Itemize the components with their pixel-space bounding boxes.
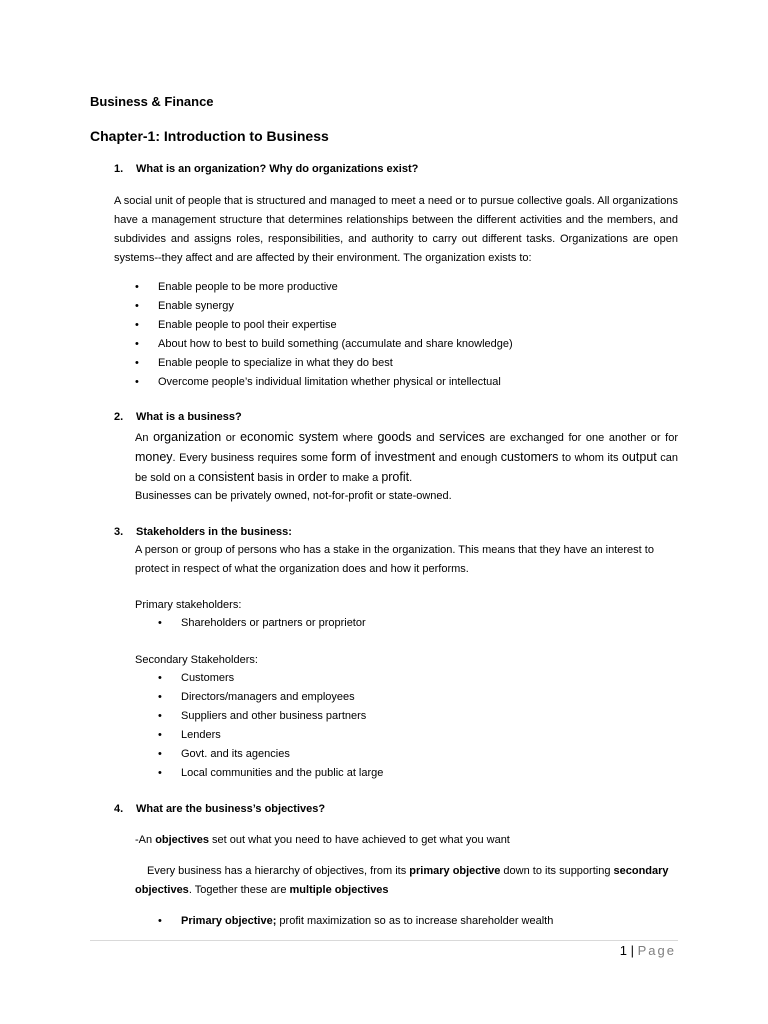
secondary-stakeholders-label: Secondary Stakeholders: [135,654,258,666]
business-definition-paragraph: An organization or economic system where goods and services are exchanged for one another or for money. Every business requires some form of investment and enough customers to whom its output can be sold on a consistent basis in order to make a profit. [135,430,679,484]
section-number: 3. [114,526,124,538]
list-item: • Directors/managers and employees [158,691,355,703]
list-item: • Shareholders or partners or proprietor [158,617,366,629]
page-footer [620,943,676,958]
objectives-definition: -An objectives set out what you need to have achieved to get what you want [135,834,510,846]
footer-divider [90,940,678,941]
list-item: • About how to best to build something (accumulate and share knowledge) [135,338,513,350]
section-2-heading [114,411,242,423]
section-1-paragraph: A social unit of people that is structured and managed to meet a need or to pursue collective goals. All organizations have a management structure that determines relationships between the different activities and the members, and subdivides and assigns roles, responsibilities, and authority to carry out different tasks. Organizations are open systems--they affect and are affected by their environment. The organization exists to: [114,195,678,264]
primary-stakeholders-list [158,614,678,633]
organization-purpose-list [135,278,678,392]
list-item: • Enable synergy [135,300,234,312]
section-number: 4. [114,803,124,815]
list-item: • Suppliers and other business partners [158,710,367,722]
list-item: • Local communities and the public at large [158,767,384,779]
list-item: • Enable people to be more productive [135,281,338,293]
secondary-stakeholders-list [158,669,678,783]
section-4-heading [114,803,325,815]
section-heading-text: What is a business? [136,411,242,423]
primary-stakeholders-label: Primary stakeholders: [135,599,242,611]
page-label: Page [637,943,676,958]
section-number: 1. [114,163,124,175]
page-number: 1 [619,943,627,958]
objectives-hierarchy-paragraph: Every business has a hierarchy of objectives, from its primary objective down to its supporting secondary objectives. Together these are multiple objectives [135,865,669,896]
list-item: • Lenders [158,729,221,741]
document-title: Business & Finance [90,94,214,109]
section-heading-text: What is an organization? Why do organizations exist? [136,163,419,175]
objectives-list [158,912,678,931]
list-item: • Customers [158,672,235,684]
chapter-title: Chapter-1: Introduction to Business [90,128,329,144]
list-item: • Enable people to specialize in what they do best [135,357,393,369]
list-item: • Overcome people’s individual limitation whether physical or intellectual [135,376,501,388]
page-separator: | [630,943,634,958]
list-item: • Govt. and its agencies [158,748,290,760]
section-3-heading [114,526,292,538]
section-heading-text: What are the business’s objectives? [136,803,326,815]
list-item: • Primary objective; profit maximization so as to increase shareholder wealth [158,915,554,927]
section-number: 2. [114,411,124,423]
business-ownership-note: Businesses can be privately owned, not-for-profit or state-owned. [135,490,452,502]
section-1-heading [114,163,418,175]
list-item: • Enable people to pool their expertise [135,319,337,331]
stakeholder-definition-paragraph: A person or group of persons who has a stake in the organization. This means that they have an interest to protect in respect of what the organization does and how it performs. [135,544,654,575]
section-heading-text: Stakeholders in the business: [136,526,292,538]
